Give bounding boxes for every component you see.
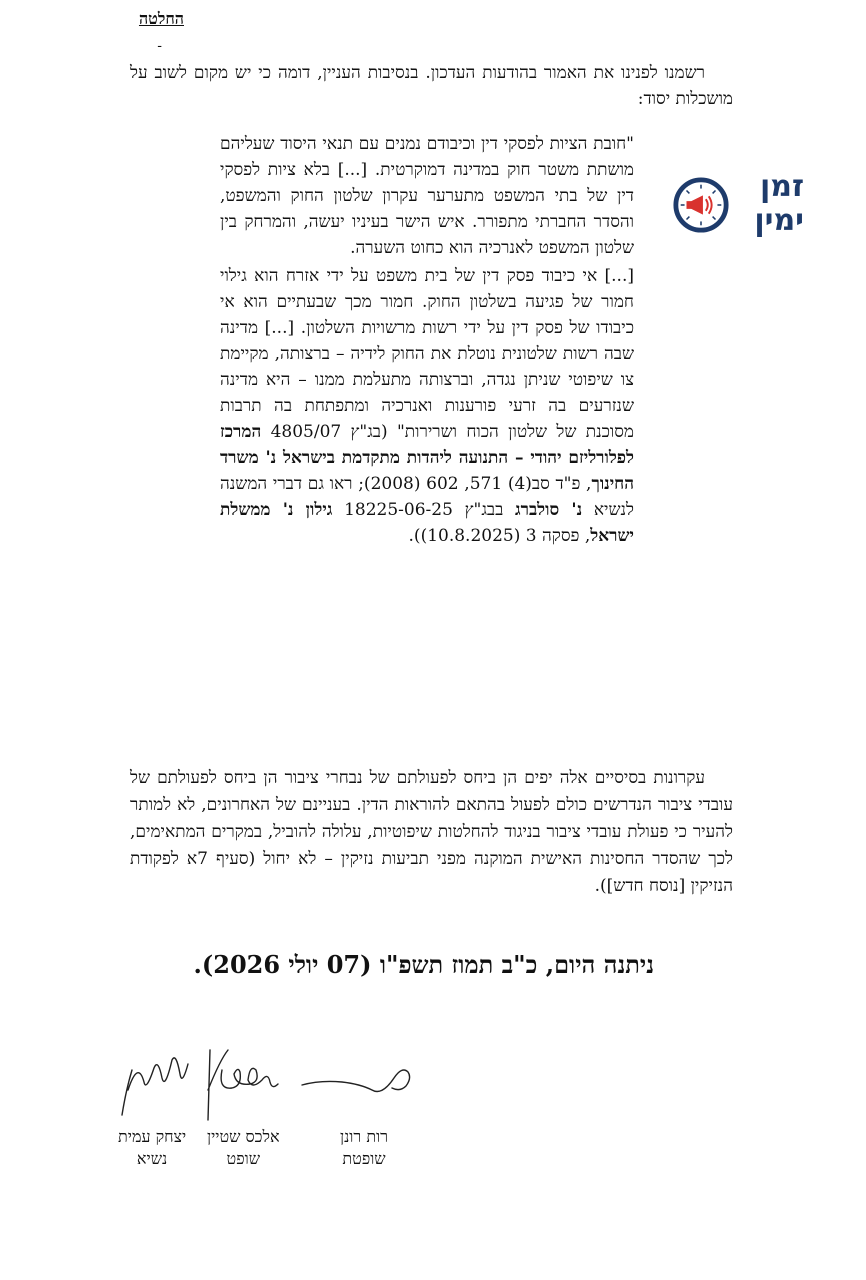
judge-3-name: רות רונן (340, 1127, 389, 1146)
signature-ronen (302, 1070, 410, 1092)
judge-2-title: שופט (226, 1149, 261, 1168)
dash-mark: - (157, 38, 162, 54)
quote-text-c: , פ"ד סב(4) 571, 602 (2008); ראו גם דברי המשנה לנשיא (220, 474, 634, 520)
closing-paragraph (130, 765, 733, 900)
intro-text: רשמנו לפנינו את האמור בהודעות העדכון. בנסיבות העניין, דומה כי יש מקום לשוב על מושכלות יסוד: (130, 63, 733, 109)
quote-paragraph-1: "חובת הציות לפסקי דין וכיבודם נמנים עם תנאי היסוד שעליהם מושתת משטר חוק במדינה דמוקרטית. [...] בלא ציות לפסקי דין של בתי המשפט מתערער עקרון שלטון החוק והמשפט, והסדר החברתי מתפורר. איש הישר בעיניו יעשה, והמרחק בין שלטון המשפט לאנרכיה הוא כחוט השערה. (220, 134, 634, 258)
quote-text-a: [...] אי כיבוד פסק דין של בית משפט על ידי אזרח הוא גילוי חמור של פגיעה בשלטון החוק. חמור מכך שבעתיים הוא אי כיבודו של פסק דין על ידי רשות מרשויות השלטון. [...] מדינה שבה רשות שלטונית נוטלת את החוק לידיה – ברצותה, מקיימת צו שיפוטי שניתן נגדה, וברצותה מתעלמת ממנו – היא מדינה שנזרעים בה זרעי פורענות ואנרכיה ומתפתחת בה תרבות מסוכנת של שלטון הכוח ושרירות" (בג"ץ 4805/07 (220, 266, 634, 442)
case-name-1: המרכז לפלורליזם יהודי – התנועה ליהדות מתקדמת בישראל נ' משרד החינוך (220, 422, 634, 494)
quote-block (220, 131, 634, 549)
intro-paragraph (130, 60, 733, 112)
signatures (110, 1030, 430, 1130)
judge-3-title: שופטת (342, 1149, 386, 1168)
judge-1-title: נשיא (136, 1149, 168, 1168)
judge-3 (340, 1126, 388, 1170)
closing-text: עקרונות בסיסיים אלה יפים הן ביחס לפעולתם של נבחרי ציבור הן ביחס לפעולתם של עובדי ציבור הנדרשים כולם לפעול בהתאם להוראות הדין. בעניינם של האחרונים, לא למותר להעיר כי פעולת עובדי ציבור בניגוד להחלטות שיפוטיות, עלולה להוביל, במקרים המתאימים, לכך שהסדר החסינות האישית המוקנה מפני תביעות נזיקין – לא יחול (סעיף 7א לפקודת הנזיקין [נוסח חדש]). (130, 768, 733, 896)
judge-name-ref: נ' סולברג (515, 500, 583, 520)
decision-heading: החלטה (138, 9, 184, 28)
quote-paragraph-2 (220, 263, 634, 549)
case-name-2: גילון נ' ממשלת ישראל (220, 500, 634, 546)
quote-text-e: , פסקה 3 (10.8.2025)). (408, 526, 591, 546)
signature-stein (208, 1050, 278, 1120)
megaphone-icon (672, 176, 730, 234)
judge-1-name: יצחק עמית (118, 1127, 187, 1146)
quote-text-d: בבג"ץ 18225-06-25 (344, 500, 504, 520)
judge-1 (118, 1126, 186, 1170)
logo-line-1: זמן (759, 169, 804, 204)
logo-text (734, 170, 804, 238)
signature-amit (122, 1058, 188, 1115)
given-date-line: ניתנה היום, כ"ב תמוז תשפ"ו (07 יולי 2026). (193, 950, 654, 979)
judge-2-name: אלכס שטיין (207, 1127, 280, 1146)
zman-yamin-logo (672, 170, 802, 240)
judge-2 (207, 1126, 280, 1170)
logo-line-2: ימין (754, 203, 804, 238)
